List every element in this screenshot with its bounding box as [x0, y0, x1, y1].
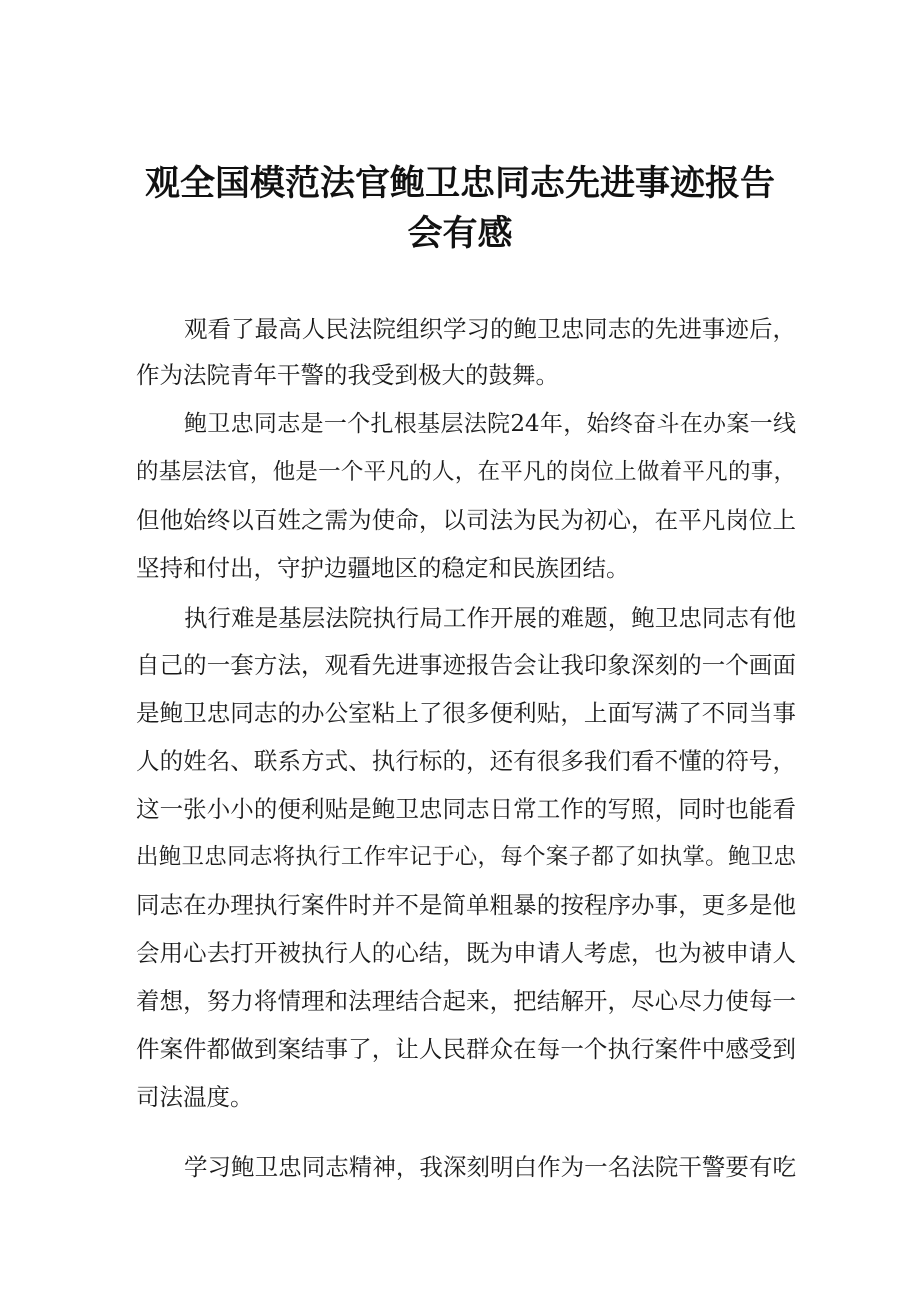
- paragraph-2-line-4: 坚持和付出，守护边疆地区的稳定和民族团结。: [136, 554, 630, 582]
- paragraph-4-line-1: 学习鲍卫忠同志精神，我深刻明白作为一名法院干警要有吃: [184, 1153, 796, 1181]
- paragraph-3-line-3: 是鲍卫忠同志的办公室粘上了很多便利贴，上面写满了不同当事: [136, 699, 796, 727]
- paragraph-2-line-2: 的基层法官，他是一个平凡的人，在平凡的岗位上做着平凡的事，: [136, 459, 796, 485]
- paragraph-1-line-2: 作为法院青年干警的我受到极大的鼓舞。: [136, 361, 559, 389]
- document-title-line-2: 会有感: [407, 214, 513, 254]
- paragraph-3-line-11: 司法温度。: [136, 1083, 254, 1111]
- document-title-line-1: 观全国模范法官鲍卫忠同志先进事迹报告: [144, 164, 775, 204]
- paragraph-3-line-7: 同志在办理执行案件时并不是简单粗暴的按程序办事，更多是他: [136, 891, 796, 919]
- paragraph-3-line-5: 这一张小小的便利贴是鲍卫忠同志日常工作的写照，同时也能看: [136, 795, 796, 823]
- paragraph-3-line-4: 人的姓名、联系方式、执行标的，还有很多我们看不懂的符号，: [136, 747, 796, 775]
- paragraph-3-line-10: 件案件都做到案结事了，让人民群众在每一个执行案件中感受到: [136, 1035, 796, 1063]
- paragraph-2-line-1: 鲍卫忠同志是一个扎根基层法院24年，始终奋斗在办案一线: [184, 411, 796, 437]
- paragraph-3-line-2: 自己的一套方法，观看先进事迹报告会让我印象深刻的一个画面: [136, 651, 796, 679]
- paragraph-1-line-1: 观看了最高人民法院组织学习的鲍卫忠同志的先进事迹后，: [184, 315, 796, 343]
- paragraph-3-line-8: 会用心去打开被执行人的心结，既为申请人考虑，也为被申请人: [136, 939, 796, 967]
- paragraph-3-line-1: 执行难是基层法院执行局工作开展的难题，鲍卫忠同志有他: [184, 604, 796, 632]
- paragraph-3-line-6: 出鲍卫忠同志将执行工作牢记于心，每个案子都了如执掌。鲍卫忠: [136, 844, 796, 870]
- paragraph-2-line-3: 但他始终以百姓之需为使命，以司法为民为初心，在平凡岗位上: [136, 506, 796, 534]
- paragraph-3-line-9: 着想，努力将情理和法理结合起来，把结解开，尽心尽力使每一: [136, 987, 796, 1015]
